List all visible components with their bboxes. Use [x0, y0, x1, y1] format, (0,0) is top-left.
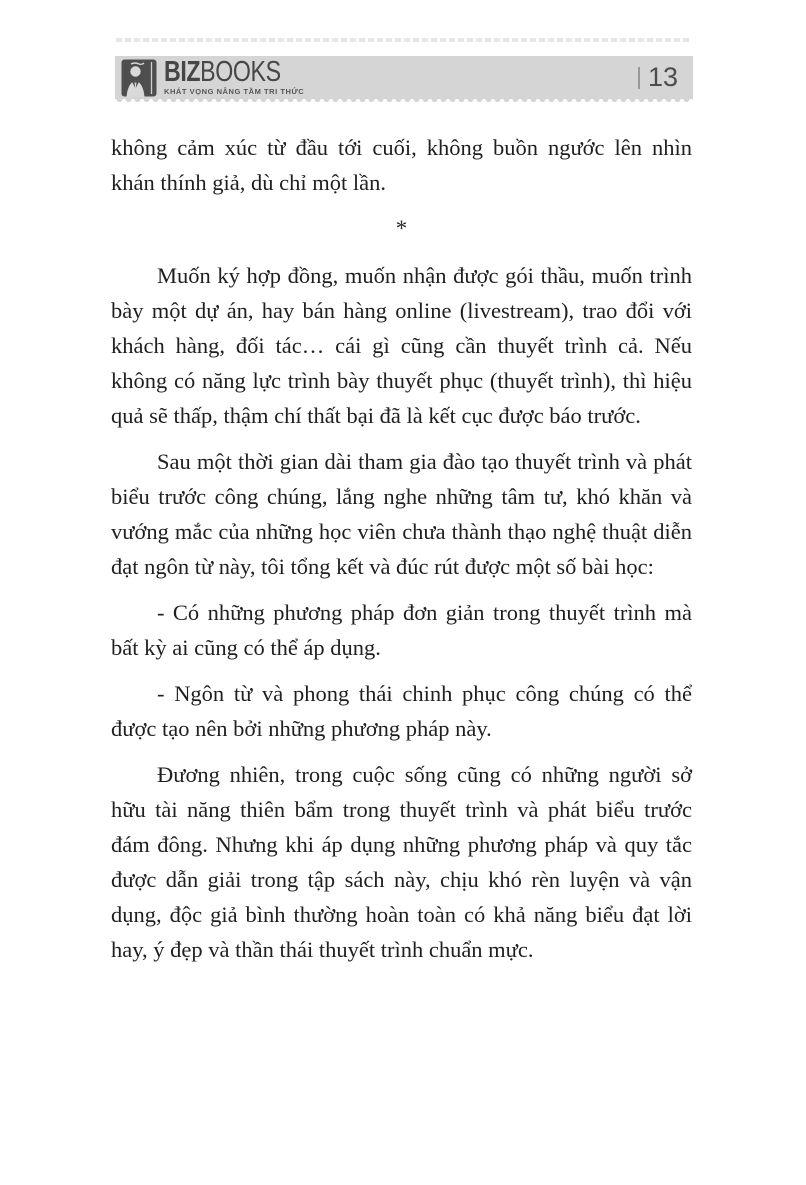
paragraph: Muốn ký hợp đồng, muốn nhận được gói thầu, muốn trình bày một dự án, hay bán hàng online (livestream), trao đổi với khách hàng, đối tác… cái gì cũng cần thuyết trình cả. Nếu không có năng lực trình bày thuyết phục (thuyết trình), thì hiệu quả sẽ thấp, thậm chí thất bại đã là kết cục được báo trước. [111, 263, 692, 428]
bizbooks-logo [121, 56, 310, 97]
paragraph: Đương nhiên, trong cuộc sống cũng có những người sở hữu tài năng thiên bẩm trong thuyết trình và phát biểu trước đám đông. Nhưng khi áp dụng những phương pháp và quy tắc được dẫn giải trong tập sách này, chịu khó rèn luyện và vận dụng, độc giả bình thường hoàn toàn có khả năng biểu đạt lời hay, ý đẹp và thần thái thuyết trình chuẩn mực. [111, 762, 692, 962]
paragraph-bullet: - Ngôn từ và phong thái chinh phục công chúng có thể được tạo nên bởi những phương pháp này. [111, 681, 692, 741]
businessman-book-icon [121, 59, 157, 97]
paragraph-continuation: không cảm xúc từ đầu tới cuối, không buồn ngước lên nhìn khán thính giả, dù chỉ một lần. [111, 135, 692, 195]
page-number: 13 [647, 62, 678, 92]
brand-name-books: BOOKS [200, 56, 281, 88]
brand-name-biz: BIZ [164, 56, 201, 88]
page-number-group [638, 64, 678, 91]
paragraph: Sau một thời gian dài tham gia đào tạo thuyết trình và phát biểu trước công chúng, lắng nghe những tâm tư, khó khăn và vướng mắc của những học viên chưa thành thạo nghệ thuật diễn đạt ngôn từ này, tôi tổng kết và đúc rút được một số bài học: [111, 449, 692, 579]
page-number-divider [638, 67, 640, 89]
page-header [115, 56, 693, 99]
brand-name [164, 56, 281, 88]
brand-text-block [164, 56, 310, 96]
section-separator-star: * [395, 216, 408, 241]
paragraph-bullet: - Có những phương pháp đơn giản trong thuyết trình mà bất kỳ ai cũng có thể áp dụng. [111, 600, 692, 660]
brand-tagline: KHÁT VỌNG NÂNG TẦM TRI THỨC [164, 87, 305, 96]
book-page-text [111, 130, 692, 978]
stamp-perforation-top [116, 38, 692, 42]
